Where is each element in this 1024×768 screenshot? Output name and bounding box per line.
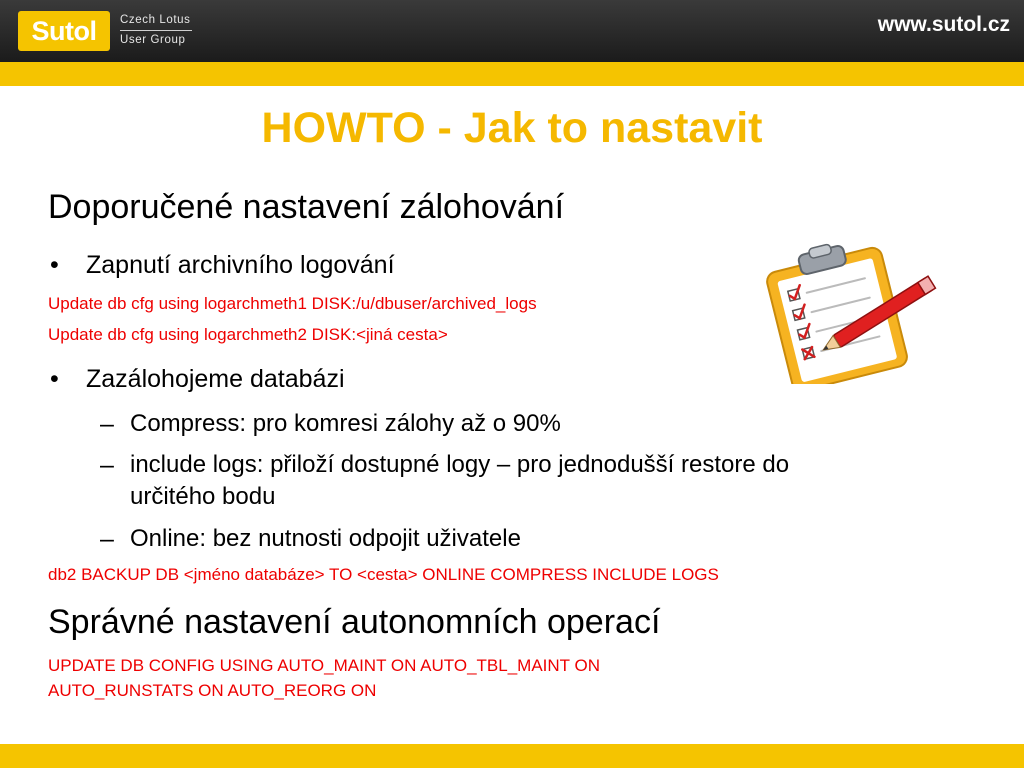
- bullet-backup-db: Zazálohojeme databázi: [86, 365, 345, 393]
- logo-line1: Czech Lotus: [120, 14, 191, 26]
- sutol-logo: [18, 11, 110, 51]
- sub-online: Online: bez nutnosti odpojit uživatele: [130, 525, 521, 552]
- logo-line2: User Group: [120, 34, 186, 46]
- footer-gold-band: [0, 744, 1024, 768]
- sub-include-logs: include logs: přiloží dostupné logy – pro jednodušší restore do: [130, 451, 790, 478]
- dash-marker: –: [100, 410, 114, 438]
- site-url[interactable]: www.sutol.cz: [877, 13, 1010, 36]
- code-logarchmeth2: Update db cfg using logarchmeth2 DISK:<jiná cesta>: [48, 325, 448, 344]
- bullet-archive-logging: Zapnutí archivního logování: [86, 251, 395, 279]
- sub-include-logs-cont: určitého bodu: [130, 483, 276, 510]
- code-logarchmeth1: Update db cfg using logarchmeth1 DISK:/u/dbuser/archived_logs: [48, 294, 537, 313]
- logo-text: Sutol: [31, 16, 97, 46]
- header-bar: [0, 0, 1024, 62]
- code-update-config-line2: AUTO_RUNSTATS ON AUTO_REORG ON: [48, 681, 377, 700]
- clipboard-checklist-icon: [756, 238, 958, 384]
- dash-marker: –: [100, 525, 114, 553]
- code-db2-backup: db2 BACKUP DB <jméno databáze> TO <cesta> ONLINE COMPRESS INCLUDE LOGS: [48, 565, 719, 584]
- logo-rule: [120, 30, 192, 31]
- slide-title: HOWTO - Jak to nastavit: [261, 104, 763, 152]
- section-heading-autonomous: Správné nastavení autonomních operací: [48, 603, 661, 641]
- section-heading-backup: Doporučené nastavení zálohování: [48, 188, 565, 226]
- logo-subtitle: [120, 12, 192, 49]
- bullet-marker: •: [50, 365, 59, 393]
- dash-marker: –: [100, 451, 114, 479]
- code-update-config-line1: UPDATE DB CONFIG USING AUTO_MAINT ON AUTO_TBL_MAINT ON: [48, 656, 600, 675]
- header-gold-band: [0, 62, 1024, 86]
- sub-compress: Compress: pro komresi zálohy až o 90%: [130, 410, 561, 437]
- bullet-marker: •: [50, 251, 59, 279]
